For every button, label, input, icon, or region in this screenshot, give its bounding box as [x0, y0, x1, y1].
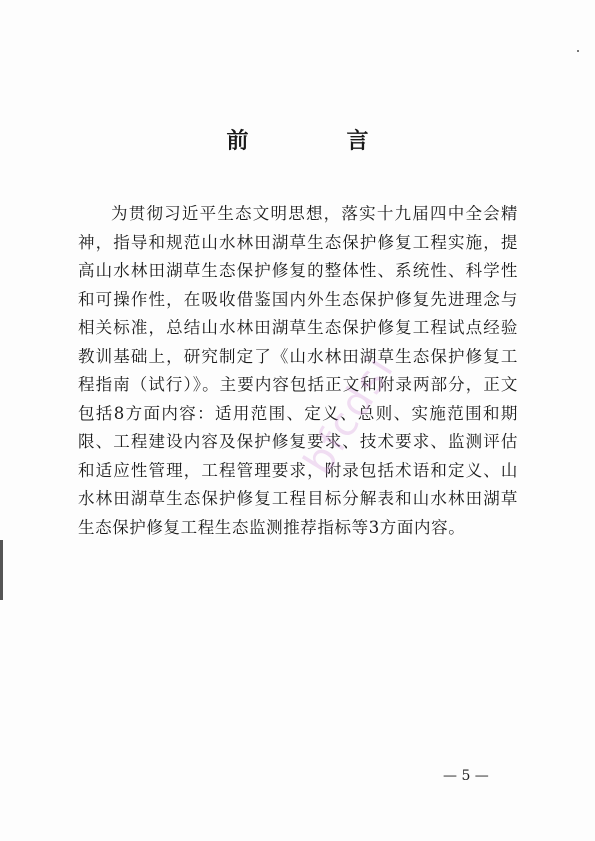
page-number: — 5 — [443, 768, 489, 784]
page-title: 前 言 [226, 129, 407, 154]
scan-dust-mark [577, 50, 579, 52]
preface-paragraph: 为贯彻习近平生态文明思想，落实十九届四中全会精神，指导和规范山水林田湖草生态保护修复工程实施，提高山水林田湖草生态保护修复的整体性、系统性、科学性和可操作性，在吸收借鉴国内外生态保护修复先进理念与相关标准，总结山水林田湖草生态保护修复工程试点经验教训基础上，研究制定了《山水林田湖草生态保护修复工程指南（试行）》。主要内容包括正文和附录两部分，正文包括8方面内容：适用范围、定义、总则、实施范围和期限、工程建设内容及保护修复要求、技术要求、监测评估和适应性管理，工程管理要求，附录包括术语和定义、山水林田湖草生态保护修复工程目标分解表和山水林田湖草生态保护修复工程生态监测推荐指标等3方面内容。 [78, 204, 518, 537]
scan-edge-mark [0, 540, 3, 600]
watermark: bfcdsi [295, 347, 404, 483]
